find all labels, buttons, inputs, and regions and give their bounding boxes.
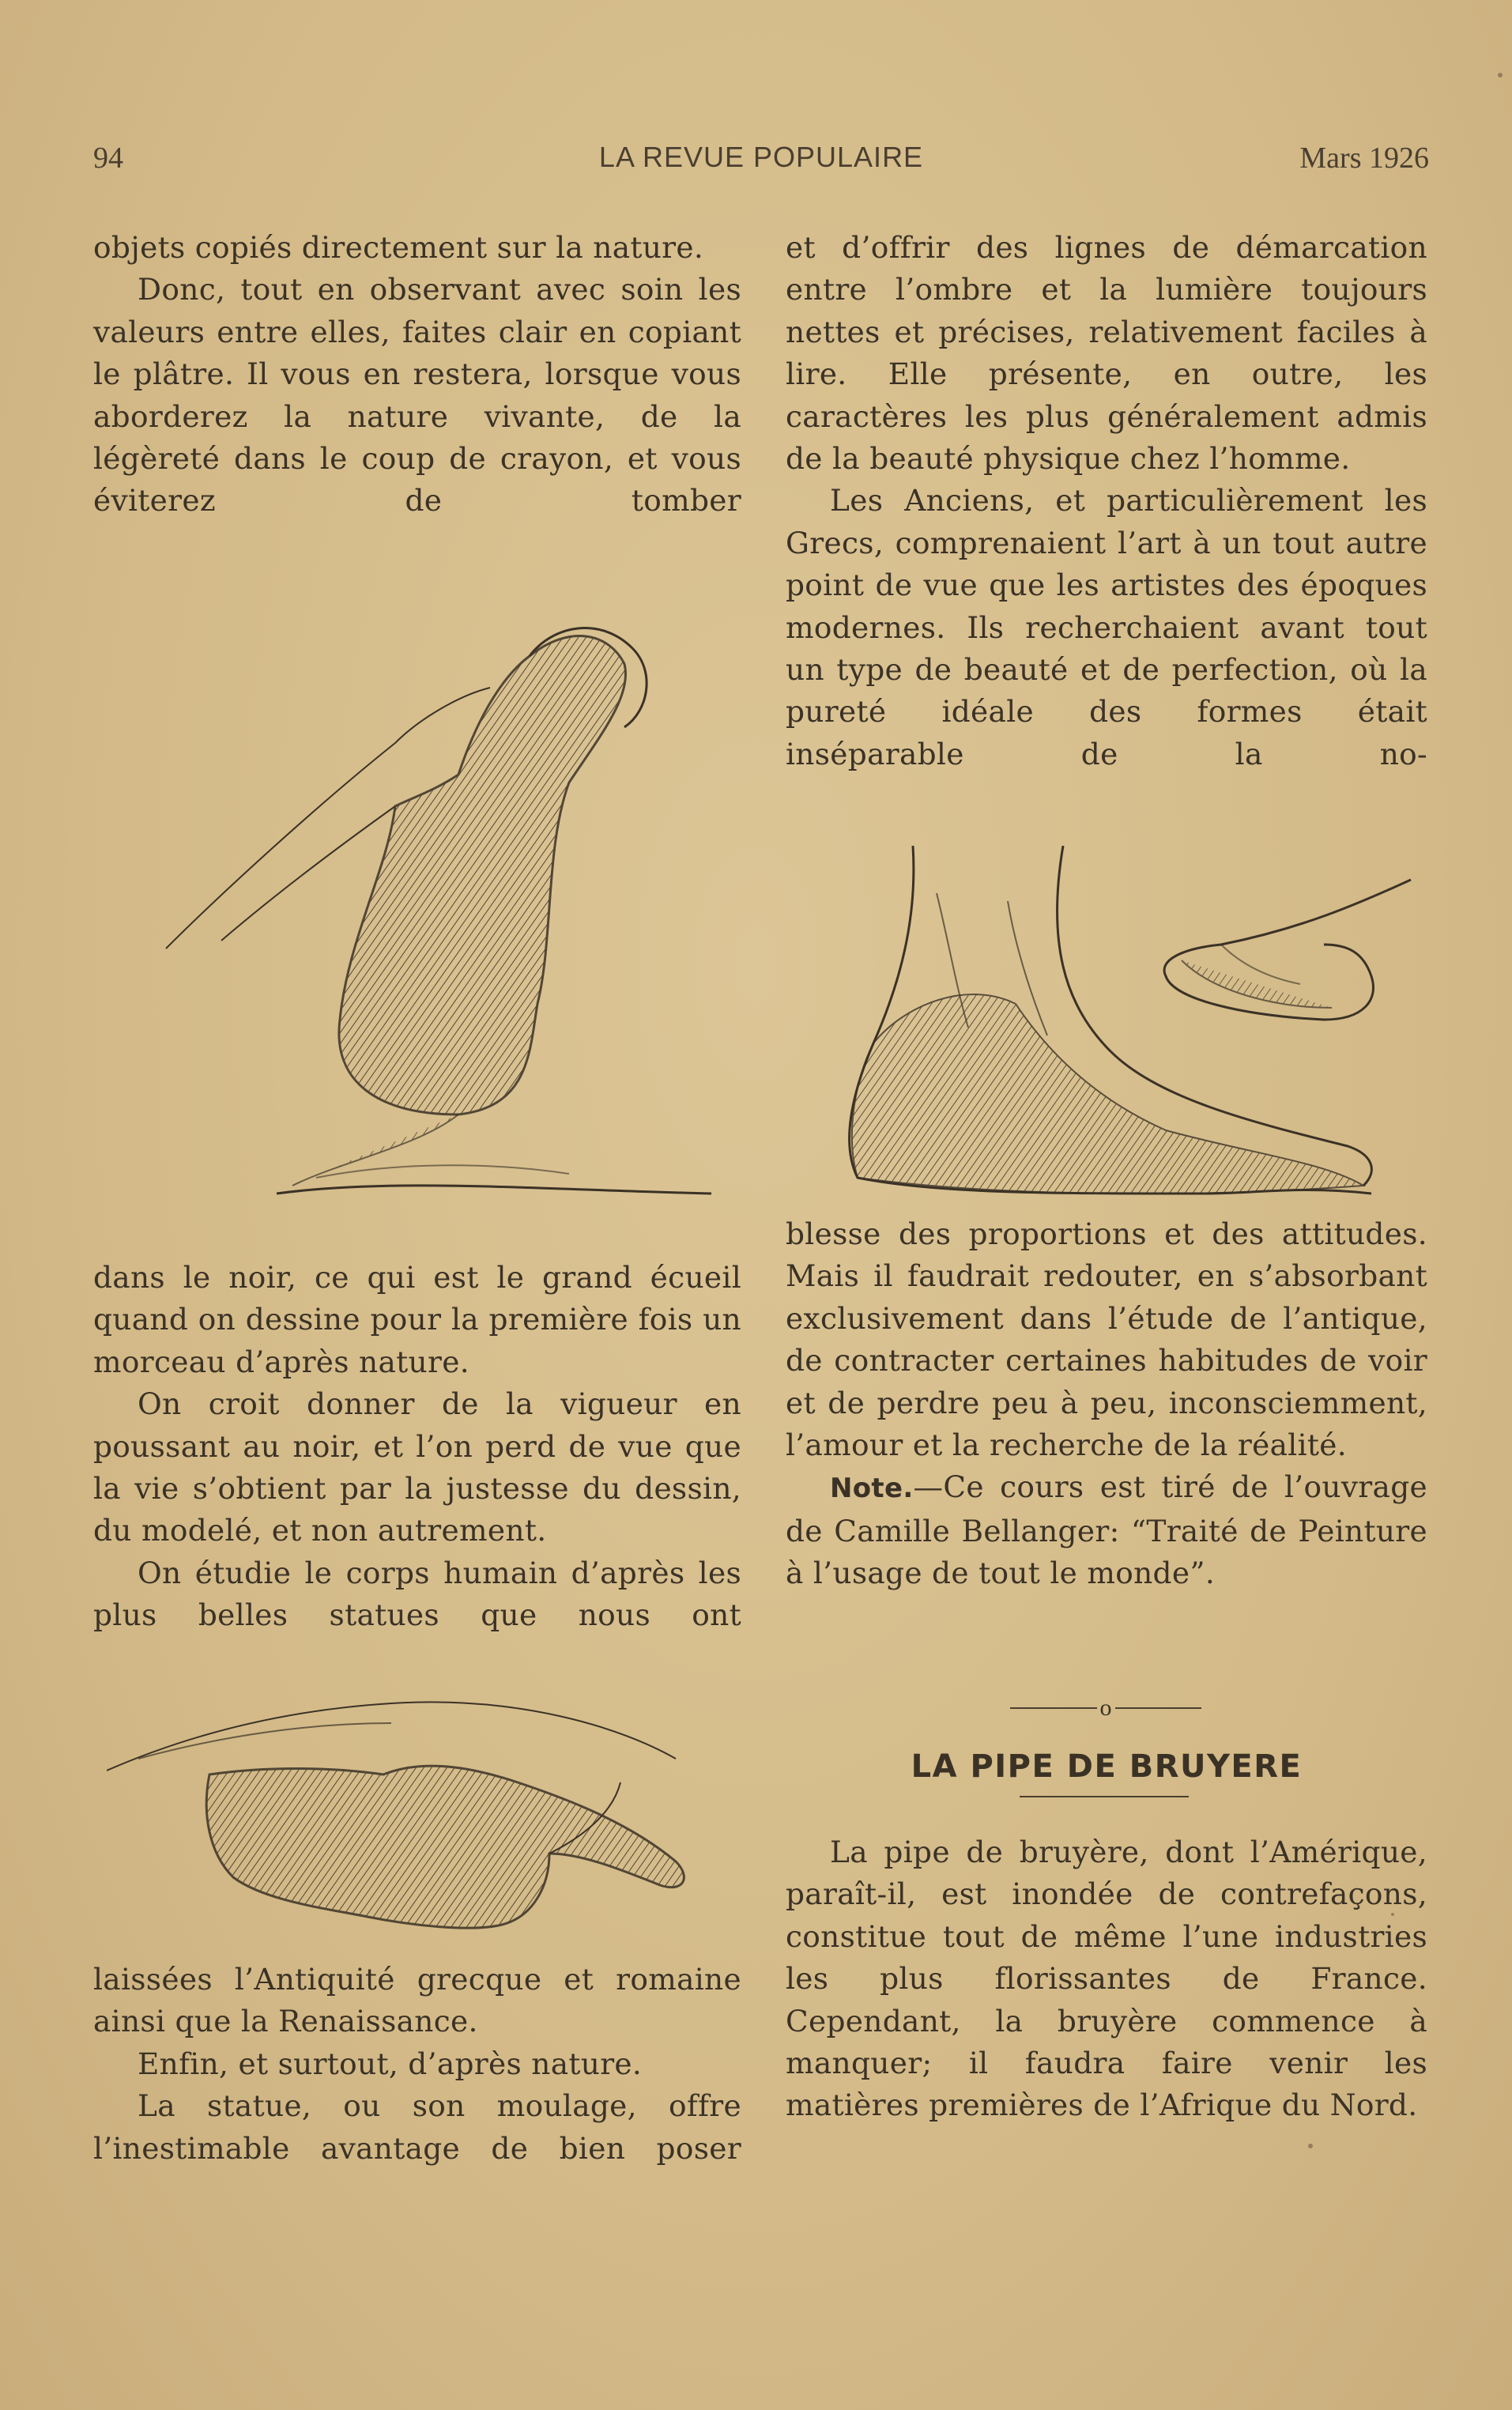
paragraph: Enfin, et surtout, d’après nature. [138, 2046, 643, 2081]
paragraph: laissées l’Antiquité grecque et romaine ainsi que la Renaissance. [93, 1962, 741, 2039]
raised-foot-sketch [158, 609, 727, 1209]
hand-drawing-icon [107, 1680, 731, 1940]
title-underline [1020, 1796, 1189, 1797]
paragraph: La statue, ou son moulage, offre l’inestimable avantage de bien poser [93, 2088, 741, 2166]
left-column-block-3 [93, 1959, 741, 2170]
paragraph: dans le noir, ce qui est le grand écueil quand on dessine pour la première fois un morceau d’après nature. [93, 1260, 741, 1379]
paragraph: On étudie le corps humain d’après les plus belles statues que nous ont [93, 1555, 741, 1633]
section-separator [1010, 1696, 1201, 1720]
paragraph: La pipe de bruyère, dont l’Amérique, paraît-il, est inondée de contrefaçons, constitue tout de même l’une industries les plus florissantes de France. Cependant, la bruyère commence à manquer; il faudra faire venir les matières premières de l’Afrique du Nord. [786, 1835, 1427, 2123]
article-body [786, 1831, 1427, 2127]
foot-drawing-icon [1150, 873, 1419, 1032]
journal-title: LA REVUE POPULAIRE [598, 141, 924, 173]
paragraph: On croit donner de la vigueur en poussant au noir, et l’on perd de vue que la vie s’obtient par la justesse du dessin, du modelé, et non autrement. [93, 1386, 741, 1548]
paragraph: blesse des proportions et des attitudes. Mais il faudrait redouter, en s’absorbant exclusivement dans l’étude de l’antique, de contracter certaines habitudes de voir et de perdre peu à peu, inconsciemment, l’amour et la recherche de la réalité. [786, 1216, 1427, 1463]
right-column-block-1 [786, 227, 1427, 775]
issue-date: Mars 1926 [1299, 141, 1429, 175]
note-paragraph [786, 1466, 1427, 1594]
separator-mark: o [1099, 1695, 1112, 1721]
paragraph: et d’offrir des lignes de démarcation entre l’ombre et la lumière toujours nettes et précises, relativement faciles à lire. Elle présente, en outre, les caractères les plus généralement admis de la beauté physique chez l’homme. [786, 230, 1427, 477]
page-header [93, 141, 1429, 188]
paragraph: objets copiés directement sur la nature. [93, 230, 704, 265]
note-label: Note. [830, 1473, 914, 1505]
foot-drawing-icon [158, 609, 727, 1209]
article-title: LA PIPE DE BRUYERE [911, 1748, 1303, 1785]
left-column-block-2 [93, 1257, 741, 1637]
foot-sole-sketch [1150, 873, 1419, 1032]
page-number: 94 [93, 141, 123, 175]
left-column-block-1 [93, 227, 741, 522]
paragraph: Les Anciens, et particulièrement les Grecs, comprenaient l’art à un tout autre point de vue que les artistes des époques modernes. Ils recherchaient avant tout un type de beauté et de perfection, où la pureté idéale des formes était inséparable de la no- [786, 483, 1427, 771]
right-column-block-2 [786, 1213, 1427, 1595]
hand-sketch [107, 1680, 731, 1940]
paragraph: Donc, tout en observant avec soin les valeurs entre elles, faites clair en copiant le plâtre. Il vous en restera, lorsque vous aborderez la nature vivante, de la légèreté dans le coup de crayon, et vous éviterez de tomber [93, 272, 741, 519]
note-text: —Ce cours est tiré de l’ouvrage de Camille Bellanger: “Traité de Peinture à l’usage de tout le monde”. [786, 1469, 1427, 1591]
